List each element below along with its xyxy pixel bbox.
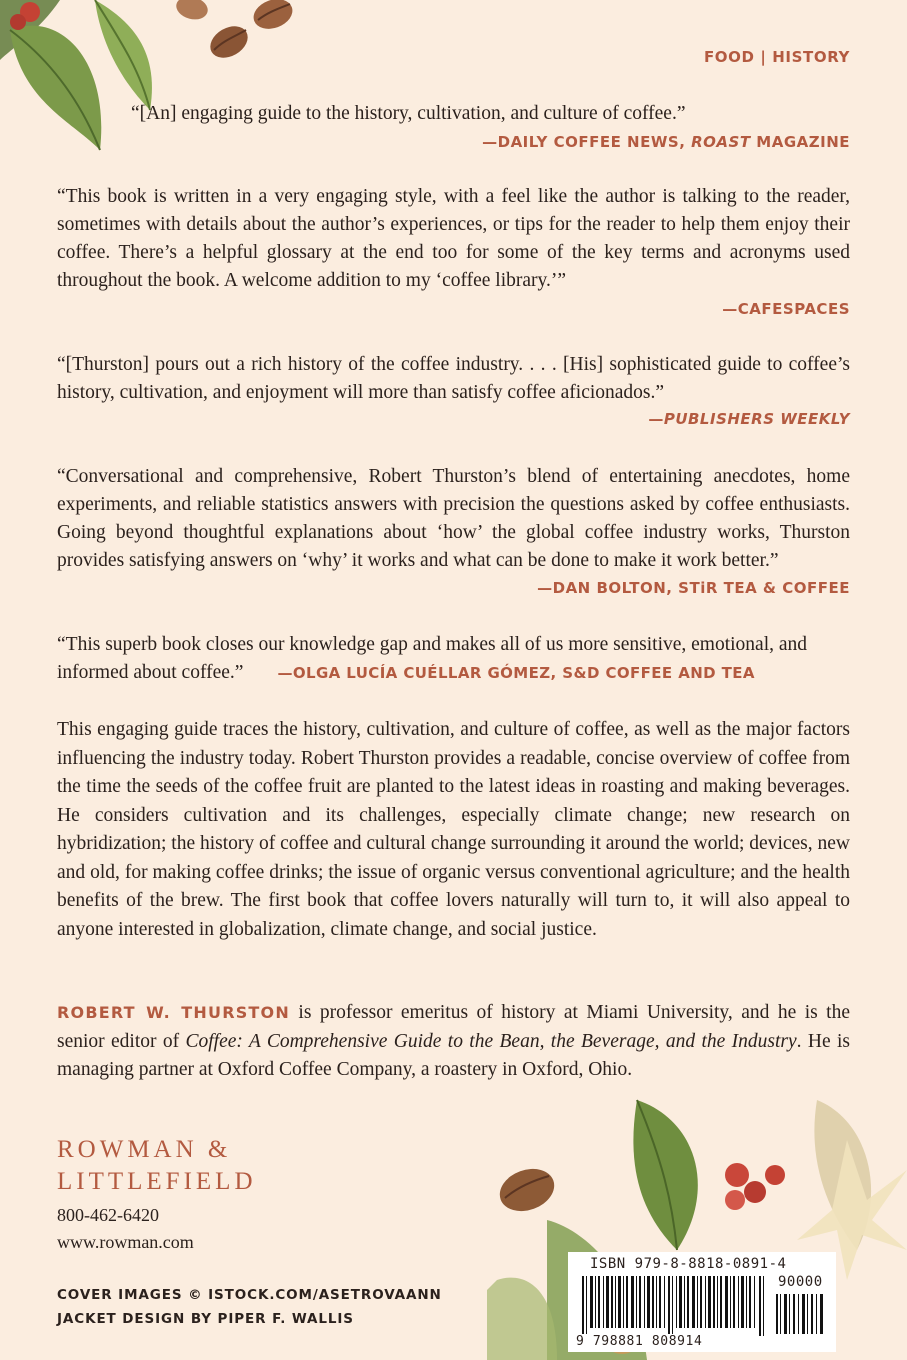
- blurb-attribution-2: —CAFESPACES: [722, 300, 850, 318]
- price-barcode-bars: [776, 1294, 826, 1334]
- coffee-leaves-top-illustration: [0, 0, 320, 180]
- isbn-barcode: [568, 1252, 836, 1352]
- publisher-website: www.rowman.com: [57, 1232, 194, 1252]
- author-bio: ROBERT W. THURSTON is professor emeritus of history at Miami University, and he is the senior editor of Coffee: A Comprehensive Guide to the Bean, the Beverage, and the Industry. He is managing partner at Oxford Coffee Company, a roastery in Oxford, Ohio.: [57, 1002, 851, 1080]
- publisher-contact: [57, 1202, 194, 1256]
- related-book-title: Coffee: A Comprehensive Guide to the Bean, the Beverage, and the Industry: [185, 1030, 797, 1052]
- cover-images-credit: COVER IMAGES © ISTOCK.COM/ASETROVAANN: [57, 1287, 442, 1303]
- category-label: FOOD | HISTORY: [703, 48, 850, 66]
- blurb-quote-1: “[An] engaging guide to the history, cultivation, and culture of coffee.”: [131, 103, 686, 124]
- book-description: This engaging guide traces the history, cultivation, and culture of coffee, as well as the major factors influencing the industry today. Robert Thurston provides a readable, concise overview of coffee from the time the seeds of the coffee fruit are planted to the latest ideas in roasting and making beverages. He considers cultivation and its challenges, especially climate change; new research on hybridization; the history of coffee and cultural change surrounding it around the world; devices, new and old, for making coffee drinks; the issue of organic versus conventional agriculture; and the health benefits of the brew. The first book that coffee lovers naturally will turn to, it will also appeal to anyone interested in globalization, climate change, and social justice.: [57, 719, 850, 940]
- price-code: 90000: [778, 1274, 823, 1290]
- jacket-design-credit: JACKET DESIGN BY PIPER F. WALLIS: [57, 1311, 354, 1327]
- barcode-bars: [582, 1276, 768, 1336]
- blurb-quote-2: “This book is written in a very engaging style, with a feel like the author is talking to the reader, sometimes with details about the author’s experiences, or tips for the reader to help them enjoy their coffee. There’s a helpful glossary at the end too for some of the key terms and acronyms used throughout the book. A welcome addition to my ‘coffee library.’”: [57, 186, 850, 291]
- blurb-quote-3: “[Thurston] pours out a rich history of the coffee industry. . . . [His] sophisticated guide to coffee’s history, cultivation, and enjoyment will more than satisfy coffee aficionados.”: [57, 354, 850, 403]
- blurb-attribution-4: —DAN BOLTON, STiR TEA & COFFEE: [537, 579, 850, 597]
- blurb-quote-4: “Conversational and comprehensive, Robert Thurston’s blend of entertaining anecdotes, home experiments, and reliable statistics answers with precision the questions asked by coffee enthusiasts. Going beyond thoughtful explanations about ‘how’ the global coffee industry works, Thurston provides satisfying answers on ‘why’ it works and what can be done to make it work better.”: [57, 466, 850, 571]
- blurb-attribution-5: —OLGA LUCÍA CUÉLLAR GÓMEZ, S&D COFFEE AND TEA: [277, 664, 755, 682]
- blurb-attribution-3: —PUBLISHERS WEEKLY: [648, 410, 850, 428]
- publisher-logo: ROWMAN & LITTLEFIELD: [57, 1136, 257, 1195]
- blurb-attribution-1: —DAILY COFFEE NEWS, ROAST MAGAZINE: [482, 133, 850, 151]
- author-name: ROBERT W. THURSTON: [57, 1003, 290, 1022]
- publisher-phone: 800-462-6420: [57, 1205, 159, 1225]
- isbn-text: ISBN 979-8-8818-0891-4: [590, 1256, 787, 1272]
- image-credits: [57, 1283, 442, 1331]
- blurb-quote-5: “This superb book closes our knowledge gap and makes all of us more sensitive, emotional, and informed about coffee.” —OLGA LUCÍA CUÉLLAR GÓMEZ, S&D COFFEE AND TEA: [57, 634, 808, 683]
- barcode-digits: 9 798881 808914: [576, 1334, 703, 1349]
